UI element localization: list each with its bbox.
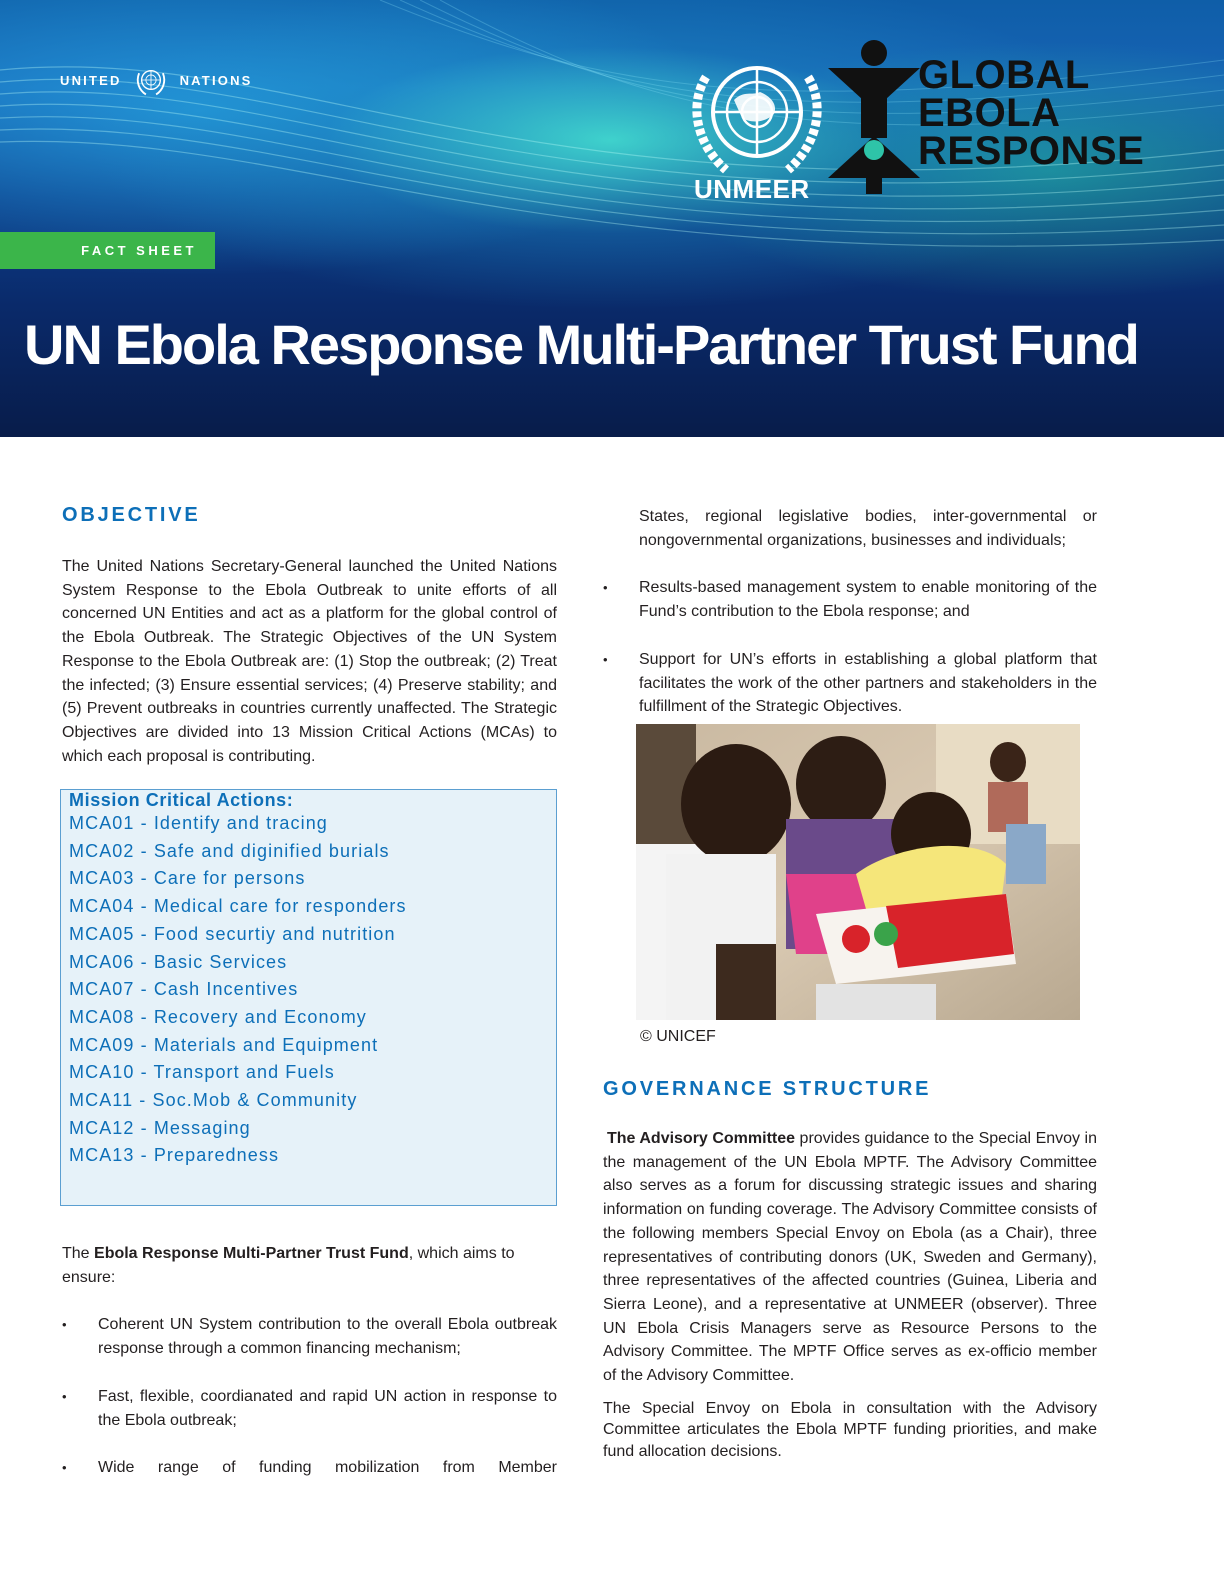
mca-item: MCA05 - Food securtiy and nutrition bbox=[69, 923, 396, 944]
mca-item: MCA04 - Medical care for responders bbox=[69, 896, 407, 917]
ger-line-1: GLOBAL bbox=[918, 53, 1090, 97]
unmeer-emblem-icon bbox=[686, 52, 828, 177]
fact-sheet-tab: FACT SHEET bbox=[0, 232, 215, 269]
children-reading-photo bbox=[636, 724, 1080, 1020]
bullet-mark: • bbox=[62, 1317, 67, 1333]
mission-critical-actions-box bbox=[60, 789, 557, 1206]
governance-paragraph-1 bbox=[603, 1127, 1097, 1388]
mca-item: MCA01 - Identify and tracing bbox=[69, 813, 328, 833]
governance-section bbox=[603, 1078, 1097, 1462]
mca-item: MCA09 - Materials and Equipment bbox=[69, 1034, 379, 1055]
mca-item: MCA13 - Preparedness bbox=[69, 1145, 280, 1166]
bullet-mark: • bbox=[603, 580, 608, 596]
mca-item: MCA11 - Soc.Mob & Community bbox=[69, 1090, 358, 1111]
bullet-mark: • bbox=[62, 1460, 67, 1476]
bullet-text: Support for UN’s efforts in establishing a global platform that facilitates the work of the other partners and stakeholders in the fulfillment of the Strategic Objectives. bbox=[639, 650, 1097, 716]
un-right-word: NATIONS bbox=[179, 72, 253, 88]
governance-heading: GOVERNANCE STRUCTURE bbox=[603, 1078, 932, 1100]
global-ebola-response-wordmark bbox=[918, 53, 1145, 173]
mca-item: MCA10 - Transport and Fuels bbox=[69, 1062, 335, 1083]
governance-p1-rest: provides guidance to the Special Envoy in the management of the UN Ebola MPTF. The Advisory Committee also serves as a forum for discussing strategic issues and sharing information on funding coverage. The Advisory Committee consists of the following members Special Envoy on Ebola (as a Chair), three representatives of contributing donors (UK, Sweden and Germany), three representatives of the affected countries (Guinea, Liberia and Sierra Leone), and a representative at UNMEER (observer). Three UN Ebola Crisis Managers serve as Resource Persons to the Advisory Committee. The MPTF Office serves as ex-officio member of the Advisory Committee. bbox=[603, 1130, 1098, 1385]
mca-heading: Mission Critical Actions: bbox=[69, 790, 294, 810]
bullet-mark: • bbox=[62, 1388, 67, 1404]
left-column bbox=[62, 500, 557, 768]
page-title: UN Ebola Response Multi-Partner Trust Fund bbox=[24, 313, 1138, 376]
right-column bbox=[603, 505, 1097, 719]
fund-intro-suffix: , which aims to ensure: bbox=[62, 1245, 515, 1286]
list-item bbox=[603, 648, 1097, 719]
fund-section bbox=[62, 1242, 557, 1480]
bullet-text: Wide range of funding mobilization from Member bbox=[98, 1459, 557, 1477]
bullet-mark: • bbox=[603, 651, 608, 667]
un-wordmark bbox=[60, 63, 253, 97]
mca-item: MCA03 - Care for persons bbox=[69, 868, 306, 889]
objective-paragraph: The United Nations Secretary-General launched the United Nations System Response to the Ebola Outbreak to unite efforts of all concerned UN Entities and act as a platform for the global control of the Ebola Outbreak. The Strategic Objectives of the UN System Response to the Ebola Outbreak are: (1) Stop the outbreak; (2) Treat the infected; (3) Ensure essential services; (4) Preserve stability; and (5) Prevent outbreaks in countries currently unaffected. The Strategic Objectives are divided into 13 Mission Critical Actions (MCAs) to which each proposal is contributing. bbox=[62, 558, 557, 765]
fund-intro-prefix: The bbox=[62, 1245, 95, 1262]
governance-paragraph-2: The Special Envoy on Ebola in consultation with the Advisory Committee articulates the Ebola MPTF funding priorities, and make fund allocation decisions. bbox=[603, 1399, 1097, 1460]
list-item bbox=[62, 1313, 557, 1360]
photo-credit: © UNICEF bbox=[640, 1028, 716, 1045]
list-item bbox=[62, 1385, 557, 1432]
bullet-continued-text: States, regional legislative bodies, inter-governmental or nongovernmental organizations, businesses and individuals; bbox=[639, 508, 1097, 549]
fund-bullets-right bbox=[603, 505, 1097, 719]
fund-intro-bold: Ebola Response Multi-Partner Trust Fund bbox=[94, 1245, 409, 1262]
list-item bbox=[62, 1456, 557, 1480]
mca-item: MCA02 - Safe and diginified burials bbox=[69, 840, 390, 861]
global-ebola-response-logo-icon bbox=[828, 38, 920, 194]
un-emblem-icon bbox=[134, 63, 168, 97]
mca-item: MCA07 - Cash Incentives bbox=[69, 979, 299, 1000]
ger-line-2: EBOLA bbox=[918, 91, 1061, 135]
bullet-text: Results-based management system to enable monitoring of the Fund’s contribution to the Ebola response; and bbox=[639, 579, 1097, 621]
list-item bbox=[603, 576, 1097, 623]
mca-item: MCA12 - Messaging bbox=[69, 1117, 251, 1138]
fund-intro bbox=[62, 1242, 557, 1289]
mca-item: MCA06 - Basic Services bbox=[69, 951, 288, 972]
un-left-word: UNITED bbox=[60, 72, 122, 88]
ger-line-3: RESPONSE bbox=[918, 129, 1145, 173]
list-item-continued bbox=[603, 505, 1097, 552]
header-banner bbox=[0, 0, 1224, 437]
mca-list bbox=[69, 810, 556, 1170]
unmeer-label: UNMEER bbox=[694, 174, 810, 204]
mca-item: MCA08 - Recovery and Economy bbox=[69, 1006, 367, 1027]
photo-illustration bbox=[636, 724, 1080, 1020]
objective-heading: OBJECTIVE bbox=[62, 504, 201, 526]
advisory-committee-bold: The Advisory Committee bbox=[607, 1130, 796, 1147]
fund-bullets-left bbox=[62, 1313, 557, 1480]
bullet-text: Fast, flexible, coordianated and rapid UN action in response to the Ebola outbreak; bbox=[98, 1387, 557, 1429]
bullet-text: Coherent UN System contribution to the overall Ebola outbreak response through a common financing mechanism; bbox=[98, 1316, 557, 1358]
